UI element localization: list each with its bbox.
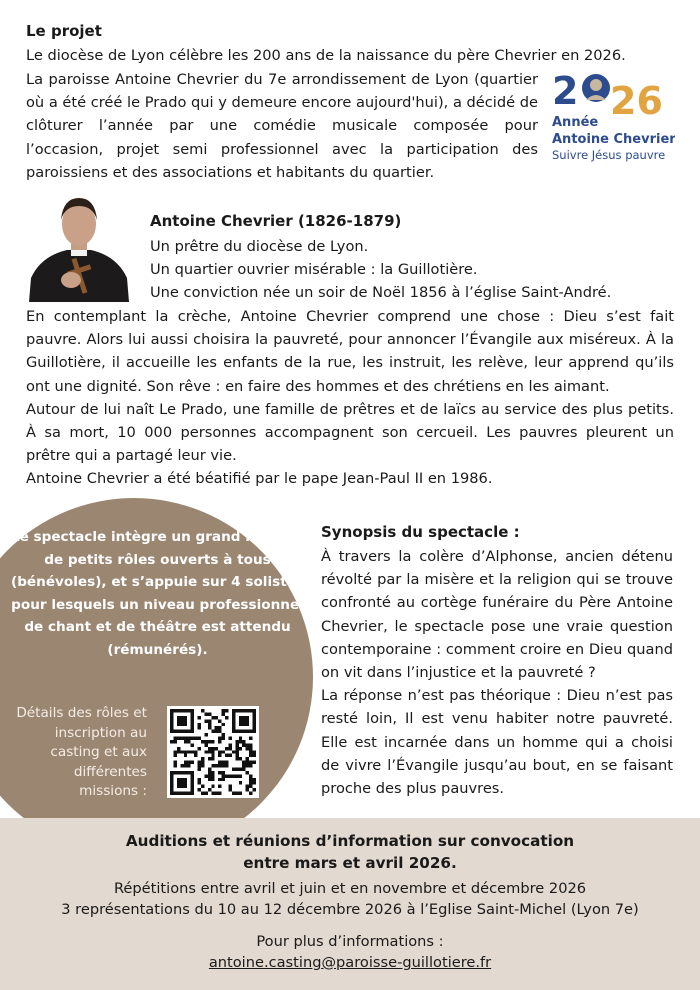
bio-paragraph: Autour de lui naît Le Prado, une famille de prêtres et de laïcs au service des plus petits. À sa mort, 10 000 personnes accompagnent son cercueil. Les pauvres pleurent un prêtre qui a partagé leur vie. [26,400,674,465]
synopsis-paragraph: À travers la colère d’Alphonse, ancien détenu révolté par la misère et la religion qui se trouve confronté au cortège funéraire du Père Antoine Chevrier, le spectacle pose une vraie question contemporaine : comment croire en Dieu quand on vit dans l’injustice et la pauvreté ? [321,548,673,682]
auditions-notice [0,830,700,874]
bio-paragraph: Antoine Chevrier a été béatifié par le pape Jean-Paul II en 1986. [26,470,493,488]
logo-line2: Antoine Chevrier [552,132,675,147]
synopsis-paragraph: La réponse n’est pas théorique : Dieu n’est pas resté loin, Il est venu habiter notre pauvreté. Elle est incarnée dans un homme qui a choisi de vivre l’Évangile jusqu’au bout, en se faisant proche des plus pauvres. [321,687,673,798]
logo-line3: Suivre Jésus pauvre [552,148,666,162]
qr-code-icon[interactable] [167,706,259,798]
logo-year-right: 26 [610,79,663,123]
footer-band [0,818,700,990]
bio-paragraph: En contemplant la crèche, Antoine Chevrier comprend une chose : Dieu s’est fait pauvre. Alors lui aussi choisira la pauvreté, pour annoncer l’Évangile aux miséreux. À la Guillotière, il accueille les enfants de la rue, les instruit, les relève, leur apprend qu’ils ont une dignité. Son rêve : en faire des hommes et des chrétiens en les aimant. [26,308,674,395]
synopsis-title: Synopsis du spectacle : [321,523,520,541]
logo-line1: Année [552,115,599,130]
chevrier-biography [26,305,674,491]
chevrier-line: Une conviction née un soir de Noël 1856 à l’église Saint-André. [150,284,612,302]
projet-body: La paroisse Antoine Chevrier du 7e arrondissement de Lyon (quartier où a été créé le Prado qui y demeure encore aujourd'hui), a décidé de clôturer l’année par une comédie musicale composée pour l’occasion, projet semi professionnel avec la participation des paroissiens et des associations et habitants du quartier. [26,71,538,181]
auditions-line: Auditions et réunions d’information sur convocation [125,832,575,850]
annee-chevrier-logo [550,68,675,168]
chevrier-title: Antoine Chevrier (1826-1879) [150,212,402,230]
projet-intro: Le diocèse de Lyon célèbre les 200 ans de la naissance du père Chevrier en 2026. [26,47,626,64]
contact-info [0,931,700,973]
casting-text: Le spectacle intègre un grand nombre de petits rôles ouverts à tous (bénévoles), et s’appuie sur 4 solistes pour lesquels un niveau professionnel de chant et de théâtre est attendu (rémunérés). [10,529,305,658]
schedule-line: 3 représentations du 10 au 12 décembre 2026 à l’Eglise Saint-Michel (Lyon 7e) [61,901,639,918]
synopsis-body [321,545,673,800]
chevrier-line: Un quartier ouvrier misérable : la Guillotière. [150,261,478,279]
projet-title: Le projet [26,22,102,40]
chevrier-line: Un prêtre du diocèse de Lyon. [150,238,369,255]
logo-year-left: 2 [552,69,579,113]
antoine-chevrier-portrait [27,190,131,302]
casting-details: Détails des rôles et inscription au casting et aux différentes missions : [16,705,147,799]
casting-circle [0,498,313,856]
schedule [0,878,700,920]
schedule-line: Répétitions entre avril et juin et en novembre et décembre 2026 [113,880,587,897]
contact-email-link[interactable]: antoine.casting@paroisse-guillotiere.fr [208,954,492,971]
info-label: Pour plus d’informations : [256,933,444,950]
auditions-line: entre mars et avril 2026. [243,854,457,872]
chevrier-summary [150,235,670,305]
